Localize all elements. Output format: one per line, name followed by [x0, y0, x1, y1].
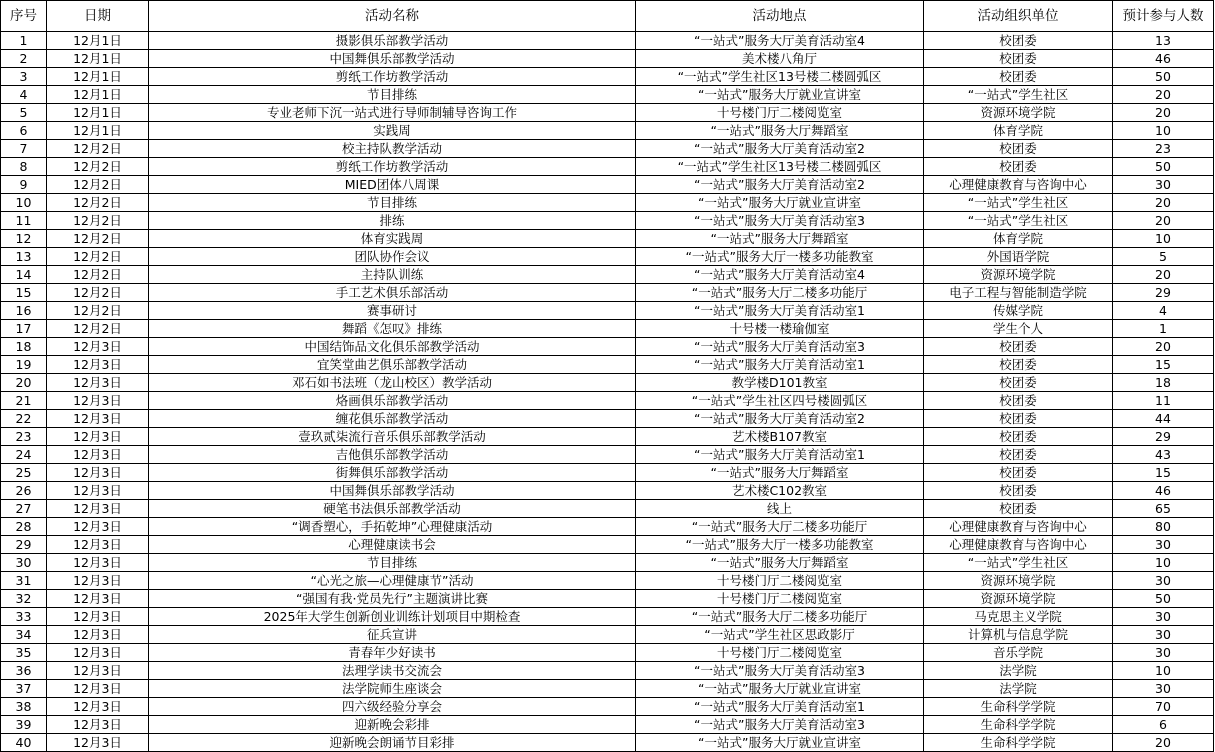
organizer-cell[interactable]: “一站式”学生社区	[924, 194, 1113, 212]
location-cell[interactable]: “一站式”服务大厅美育活动室1	[636, 446, 924, 464]
date-cell[interactable]: 12月3日	[47, 590, 149, 608]
date-cell[interactable]: 12月1日	[47, 50, 149, 68]
table-row	[1, 644, 1214, 662]
organizer-cell[interactable]: 校团委	[924, 392, 1113, 410]
date-cell[interactable]: 12月3日	[47, 698, 149, 716]
participants-cell[interactable]: 65	[1113, 500, 1214, 518]
organizer-cell[interactable]: 校团委	[924, 356, 1113, 374]
date-cell[interactable]: 12月3日	[47, 374, 149, 392]
participants-cell[interactable]: 15	[1113, 356, 1214, 374]
table-row	[1, 248, 1214, 266]
participants-cell[interactable]: 30	[1113, 644, 1214, 662]
location-cell[interactable]: “一站式”学生社区思政影厅	[636, 626, 924, 644]
table-row	[1, 716, 1214, 734]
organizer-cell[interactable]: 生命科学学院	[924, 734, 1113, 752]
activity-name-cell[interactable]: 烙画俱乐部教学活动	[149, 392, 636, 410]
activity-name-cell[interactable]: 舞蹈《怎叹》排练	[149, 320, 636, 338]
organizer-cell[interactable]: 法学院	[924, 680, 1113, 698]
index-cell[interactable]: 1	[1, 32, 47, 50]
table-row	[1, 284, 1214, 302]
participants-cell[interactable]: 20	[1113, 86, 1214, 104]
table-row	[1, 482, 1214, 500]
date-cell[interactable]: 12月3日	[47, 644, 149, 662]
table-row	[1, 626, 1214, 644]
location-cell[interactable]: “一站式”服务大厅美育活动室2	[636, 140, 924, 158]
index-cell[interactable]: 34	[1, 626, 47, 644]
participants-cell[interactable]: 20	[1113, 212, 1214, 230]
header-cell-index[interactable]: 序号	[1, 1, 47, 32]
activity-name-cell[interactable]: 摄影俱乐部教学活动	[149, 32, 636, 50]
participants-cell[interactable]: 13	[1113, 32, 1214, 50]
organizer-cell[interactable]: 校团委	[924, 338, 1113, 356]
table-row	[1, 230, 1214, 248]
activity-name-cell[interactable]: 青春年少好读书	[149, 644, 636, 662]
index-cell[interactable]: 12	[1, 230, 47, 248]
date-cell[interactable]: 12月3日	[47, 572, 149, 590]
participants-cell[interactable]: 10	[1113, 230, 1214, 248]
index-cell[interactable]: 37	[1, 680, 47, 698]
organizer-cell[interactable]: 校团委	[924, 500, 1113, 518]
activity-name-cell[interactable]: 心理健康读书会	[149, 536, 636, 554]
table-row	[1, 572, 1214, 590]
table-row	[1, 734, 1214, 752]
activity-name-cell[interactable]: 专业老师下沉一站式进行导师制辅导咨询工作	[149, 104, 636, 122]
location-cell[interactable]: “一站式”服务大厅二楼多功能厅	[636, 608, 924, 626]
date-cell[interactable]: 12月3日	[47, 680, 149, 698]
location-cell[interactable]: “一站式”学生社区13号楼二楼圆弧区	[636, 68, 924, 86]
index-cell[interactable]: 33	[1, 608, 47, 626]
table-row	[1, 140, 1214, 158]
date-cell[interactable]: 12月2日	[47, 176, 149, 194]
table-row	[1, 302, 1214, 320]
index-cell[interactable]: 5	[1, 104, 47, 122]
organizer-cell[interactable]: 学生个人	[924, 320, 1113, 338]
table-row	[1, 446, 1214, 464]
date-cell[interactable]: 12月3日	[47, 410, 149, 428]
organizer-cell[interactable]: “一站式”学生社区	[924, 554, 1113, 572]
location-cell[interactable]: “一站式”服务大厅美育活动室3	[636, 716, 924, 734]
index-cell[interactable]: 23	[1, 428, 47, 446]
organizer-cell[interactable]: 马克思主义学院	[924, 608, 1113, 626]
table-row	[1, 320, 1214, 338]
participants-cell[interactable]: 18	[1113, 374, 1214, 392]
location-cell[interactable]: “一站式”服务大厅舞蹈室	[636, 554, 924, 572]
organizer-cell[interactable]: 校团委	[924, 410, 1113, 428]
date-cell[interactable]: 12月2日	[47, 212, 149, 230]
activity-name-cell[interactable]: 体育实践周	[149, 230, 636, 248]
organizer-cell[interactable]: 校团委	[924, 140, 1113, 158]
table-row	[1, 212, 1214, 230]
participants-cell[interactable]: 30	[1113, 176, 1214, 194]
date-cell[interactable]: 12月3日	[47, 716, 149, 734]
header-cell-date[interactable]: 日期	[47, 1, 149, 32]
date-cell[interactable]: 12月1日	[47, 32, 149, 50]
activity-name-cell[interactable]: 赛事研讨	[149, 302, 636, 320]
organizer-cell[interactable]: 电子工程与智能制造学院	[924, 284, 1113, 302]
organizer-cell[interactable]: 校团委	[924, 68, 1113, 86]
date-cell[interactable]: 12月3日	[47, 338, 149, 356]
participants-cell[interactable]: 20	[1113, 734, 1214, 752]
date-cell[interactable]: 12月2日	[47, 194, 149, 212]
organizer-cell[interactable]: 校团委	[924, 374, 1113, 392]
index-cell[interactable]: 35	[1, 644, 47, 662]
organizer-cell[interactable]: 校团委	[924, 482, 1113, 500]
date-cell[interactable]: 12月2日	[47, 230, 149, 248]
location-cell[interactable]: “一站式”服务大厅美育活动室4	[636, 266, 924, 284]
location-cell[interactable]: “一站式”服务大厅美育活动室3	[636, 338, 924, 356]
index-cell[interactable]: 22	[1, 410, 47, 428]
index-cell[interactable]: 16	[1, 302, 47, 320]
participants-cell[interactable]: 10	[1113, 662, 1214, 680]
location-cell[interactable]: “一站式”服务大厅二楼多功能厅	[636, 284, 924, 302]
header-row	[1, 1, 1214, 32]
organizer-cell[interactable]: “一站式”学生社区	[924, 212, 1113, 230]
date-cell[interactable]: 12月2日	[47, 140, 149, 158]
index-cell[interactable]: 3	[1, 68, 47, 86]
location-cell[interactable]: 十号楼门厅二楼阅览室	[636, 572, 924, 590]
index-cell[interactable]: 17	[1, 320, 47, 338]
organizer-cell[interactable]: 心理健康教育与咨询中心	[924, 518, 1113, 536]
activity-name-cell[interactable]: 中国舞俱乐部教学活动	[149, 50, 636, 68]
location-cell[interactable]: “一站式”学生社区13号楼二楼圆弧区	[636, 158, 924, 176]
location-cell[interactable]: 十号楼门厅二楼阅览室	[636, 104, 924, 122]
index-cell[interactable]: 26	[1, 482, 47, 500]
date-cell[interactable]: 12月2日	[47, 248, 149, 266]
organizer-cell[interactable]: 资源环境学院	[924, 572, 1113, 590]
location-cell[interactable]: “一站式”服务大厅舞蹈室	[636, 230, 924, 248]
organizer-cell[interactable]: 传媒学院	[924, 302, 1113, 320]
table-row	[1, 590, 1214, 608]
location-cell[interactable]: “一站式”服务大厅美育活动室2	[636, 176, 924, 194]
table-row	[1, 356, 1214, 374]
date-cell[interactable]: 12月3日	[47, 464, 149, 482]
activity-name-cell[interactable]: 实践周	[149, 122, 636, 140]
date-cell[interactable]: 12月2日	[47, 158, 149, 176]
date-cell[interactable]: 12月3日	[47, 626, 149, 644]
location-cell[interactable]: “一站式”服务大厅二楼多功能厅	[636, 518, 924, 536]
activity-name-cell[interactable]: 硬笔书法俱乐部教学活动	[149, 500, 636, 518]
index-cell[interactable]: 36	[1, 662, 47, 680]
table-row	[1, 536, 1214, 554]
table-row	[1, 662, 1214, 680]
location-cell[interactable]: “一站式”服务大厅一楼多功能教室	[636, 536, 924, 554]
participants-cell[interactable]: 80	[1113, 518, 1214, 536]
participants-cell[interactable]: 10	[1113, 122, 1214, 140]
activity-name-cell[interactable]: 吉他俱乐部教学活动	[149, 446, 636, 464]
index-cell[interactable]: 29	[1, 536, 47, 554]
header-cell-activity-name[interactable]: 活动名称	[149, 1, 636, 32]
participants-cell[interactable]: 15	[1113, 464, 1214, 482]
organizer-cell[interactable]: “一站式”学生社区	[924, 86, 1113, 104]
organizer-cell[interactable]: 法学院	[924, 662, 1113, 680]
activity-name-cell[interactable]: 主持队训练	[149, 266, 636, 284]
participants-cell[interactable]: 1	[1113, 320, 1214, 338]
location-cell[interactable]: “一站式”服务大厅美育活动室3	[636, 212, 924, 230]
participants-cell[interactable]: 70	[1113, 698, 1214, 716]
date-cell[interactable]: 12月3日	[47, 446, 149, 464]
date-cell[interactable]: 12月3日	[47, 482, 149, 500]
activity-name-cell[interactable]: 剪纸工作坊教学活动	[149, 158, 636, 176]
location-cell[interactable]: 十号楼一楼瑜伽室	[636, 320, 924, 338]
organizer-cell[interactable]: 生命科学学院	[924, 716, 1113, 734]
activity-name-cell[interactable]: 团队协作会议	[149, 248, 636, 266]
organizer-cell[interactable]: 外国语学院	[924, 248, 1113, 266]
participants-cell[interactable]: 10	[1113, 554, 1214, 572]
participants-cell[interactable]: 30	[1113, 626, 1214, 644]
organizer-cell[interactable]: 心理健康教育与咨询中心	[924, 536, 1113, 554]
index-cell[interactable]: 39	[1, 716, 47, 734]
organizer-cell[interactable]: 校团委	[924, 50, 1113, 68]
activity-name-cell[interactable]: 2025年大学生创新创业训练计划项目中期检查	[149, 608, 636, 626]
activity-name-cell[interactable]: 街舞俱乐部教学活动	[149, 464, 636, 482]
activity-name-cell[interactable]: 排练	[149, 212, 636, 230]
index-cell[interactable]: 30	[1, 554, 47, 572]
date-cell[interactable]: 12月2日	[47, 266, 149, 284]
participants-cell[interactable]: 30	[1113, 680, 1214, 698]
organizer-cell[interactable]: 体育学院	[924, 230, 1113, 248]
index-cell[interactable]: 7	[1, 140, 47, 158]
table-row	[1, 194, 1214, 212]
participants-cell[interactable]: 29	[1113, 428, 1214, 446]
date-cell[interactable]: 12月2日	[47, 302, 149, 320]
table-row	[1, 50, 1214, 68]
index-cell[interactable]: 31	[1, 572, 47, 590]
location-cell[interactable]: 十号楼门厅二楼阅览室	[636, 644, 924, 662]
location-cell[interactable]: “一站式”服务大厅就业宣讲室	[636, 734, 924, 752]
activity-name-cell[interactable]: 节目排练	[149, 554, 636, 572]
date-cell[interactable]: 12月3日	[47, 518, 149, 536]
table-row	[1, 104, 1214, 122]
organizer-cell[interactable]: 资源环境学院	[924, 590, 1113, 608]
activity-name-cell[interactable]: 征兵宣讲	[149, 626, 636, 644]
location-cell[interactable]: “一站式”服务大厅美育活动室1	[636, 698, 924, 716]
participants-cell[interactable]: 50	[1113, 68, 1214, 86]
activity-name-cell[interactable]: MIED团体八周课	[149, 176, 636, 194]
activity-name-cell[interactable]: 校主持队教学活动	[149, 140, 636, 158]
activity-name-cell[interactable]: 迎新晚会彩排	[149, 716, 636, 734]
table-row	[1, 176, 1214, 194]
organizer-cell[interactable]: 校团委	[924, 32, 1113, 50]
activity-name-cell[interactable]: 中国舞俱乐部教学活动	[149, 482, 636, 500]
location-cell[interactable]: “一站式”服务大厅就业宣讲室	[636, 86, 924, 104]
participants-cell[interactable]: 5	[1113, 248, 1214, 266]
organizer-cell[interactable]: 校团委	[924, 446, 1113, 464]
table-row	[1, 338, 1214, 356]
participants-cell[interactable]: 23	[1113, 140, 1214, 158]
participants-cell[interactable]: 50	[1113, 158, 1214, 176]
organizer-cell[interactable]: 生命科学学院	[924, 698, 1113, 716]
participants-cell[interactable]: 46	[1113, 50, 1214, 68]
activity-name-cell[interactable]: 法学院师生座谈会	[149, 680, 636, 698]
table-row	[1, 518, 1214, 536]
date-cell[interactable]: 12月2日	[47, 320, 149, 338]
location-cell[interactable]: 美术楼八角厅	[636, 50, 924, 68]
table-row	[1, 86, 1214, 104]
location-cell[interactable]: “一站式”服务大厅美育活动室1	[636, 302, 924, 320]
organizer-cell[interactable]: 资源环境学院	[924, 104, 1113, 122]
index-cell[interactable]: 24	[1, 446, 47, 464]
location-cell[interactable]: “一站式”服务大厅舞蹈室	[636, 122, 924, 140]
index-cell[interactable]: 20	[1, 374, 47, 392]
activity-name-cell[interactable]: 宜笑堂曲艺俱乐部教学活动	[149, 356, 636, 374]
organizer-cell[interactable]: 音乐学院	[924, 644, 1113, 662]
activity-name-cell[interactable]: 手工艺术俱乐部活动	[149, 284, 636, 302]
header-cell-participants[interactable]: 预计参与人数	[1113, 1, 1214, 32]
index-cell[interactable]: 25	[1, 464, 47, 482]
table-row	[1, 122, 1214, 140]
table-row	[1, 392, 1214, 410]
participants-cell[interactable]: 20	[1113, 338, 1214, 356]
date-cell[interactable]: 12月1日	[47, 86, 149, 104]
table-row	[1, 68, 1214, 86]
header-cell-organizer[interactable]: 活动组织单位	[924, 1, 1113, 32]
index-cell[interactable]: 6	[1, 122, 47, 140]
organizer-cell[interactable]: 校团委	[924, 464, 1113, 482]
location-cell[interactable]: 艺术楼B107教室	[636, 428, 924, 446]
activity-name-cell[interactable]: 四六级经验分享会	[149, 698, 636, 716]
index-cell[interactable]: 38	[1, 698, 47, 716]
date-cell[interactable]: 12月1日	[47, 68, 149, 86]
participants-cell[interactable]: 20	[1113, 194, 1214, 212]
activity-name-cell[interactable]: 节目排练	[149, 194, 636, 212]
location-cell[interactable]: 线上	[636, 500, 924, 518]
participants-cell[interactable]: 20	[1113, 104, 1214, 122]
location-cell[interactable]: “一站式”服务大厅一楼多功能教室	[636, 248, 924, 266]
index-cell[interactable]: 21	[1, 392, 47, 410]
date-cell[interactable]: 12月3日	[47, 428, 149, 446]
activity-name-cell[interactable]: 剪纸工作坊教学活动	[149, 68, 636, 86]
location-cell[interactable]: 十号楼门厅二楼阅览室	[636, 590, 924, 608]
header-cell-location[interactable]: 活动地点	[636, 1, 924, 32]
index-cell[interactable]: 2	[1, 50, 47, 68]
organizer-cell[interactable]: 体育学院	[924, 122, 1113, 140]
date-cell[interactable]: 12月3日	[47, 500, 149, 518]
table-row	[1, 698, 1214, 716]
activity-name-cell[interactable]: 壹玖贰柒流行音乐俱乐部教学活动	[149, 428, 636, 446]
index-cell[interactable]: 27	[1, 500, 47, 518]
participants-cell[interactable]: 6	[1113, 716, 1214, 734]
location-cell[interactable]: 教学楼D101教室	[636, 374, 924, 392]
date-cell[interactable]: 12月3日	[47, 392, 149, 410]
table-row	[1, 464, 1214, 482]
date-cell[interactable]: 12月3日	[47, 356, 149, 374]
activity-name-cell[interactable]: 缠花俱乐部教学活动	[149, 410, 636, 428]
organizer-cell[interactable]: 计算机与信息学院	[924, 626, 1113, 644]
date-cell[interactable]: 12月1日	[47, 122, 149, 140]
table-row	[1, 554, 1214, 572]
date-cell[interactable]: 12月2日	[47, 284, 149, 302]
organizer-cell[interactable]: 校团委	[924, 158, 1113, 176]
index-cell[interactable]: 14	[1, 266, 47, 284]
index-cell[interactable]: 15	[1, 284, 47, 302]
activity-name-cell[interactable]: “强国有我·党员先行”主题演讲比赛	[149, 590, 636, 608]
participants-cell[interactable]: 11	[1113, 392, 1214, 410]
activity-name-cell[interactable]: 迎新晚会朗诵节目彩排	[149, 734, 636, 752]
location-cell[interactable]: “一站式”服务大厅美育活动室4	[636, 32, 924, 50]
date-cell[interactable]: 12月3日	[47, 608, 149, 626]
location-cell[interactable]: “一站式”服务大厅舞蹈室	[636, 464, 924, 482]
table-row	[1, 500, 1214, 518]
participants-cell[interactable]: 44	[1113, 410, 1214, 428]
participants-cell[interactable]: 30	[1113, 608, 1214, 626]
table-row	[1, 680, 1214, 698]
index-cell[interactable]: 4	[1, 86, 47, 104]
participants-cell[interactable]: 46	[1113, 482, 1214, 500]
date-cell[interactable]: 12月3日	[47, 734, 149, 752]
location-cell[interactable]: “一站式”服务大厅就业宣讲室	[636, 194, 924, 212]
date-cell[interactable]: 12月3日	[47, 536, 149, 554]
table-row	[1, 374, 1214, 392]
table-row	[1, 158, 1214, 176]
index-cell[interactable]: 11	[1, 212, 47, 230]
index-cell[interactable]: 13	[1, 248, 47, 266]
participants-cell[interactable]: 4	[1113, 302, 1214, 320]
location-cell[interactable]: 艺术楼C102教室	[636, 482, 924, 500]
index-cell[interactable]: 19	[1, 356, 47, 374]
organizer-cell[interactable]: 校团委	[924, 428, 1113, 446]
location-cell[interactable]: “一站式”服务大厅美育活动室1	[636, 356, 924, 374]
date-cell[interactable]: 12月1日	[47, 104, 149, 122]
table-row	[1, 266, 1214, 284]
index-cell[interactable]: 10	[1, 194, 47, 212]
index-cell[interactable]: 28	[1, 518, 47, 536]
index-cell[interactable]: 8	[1, 158, 47, 176]
participants-cell[interactable]: 30	[1113, 536, 1214, 554]
participants-cell[interactable]: 30	[1113, 572, 1214, 590]
date-cell[interactable]: 12月3日	[47, 554, 149, 572]
table-row	[1, 428, 1214, 446]
activity-name-cell[interactable]: “调香塑心，手拓乾坤”心理健康活动	[149, 518, 636, 536]
location-cell[interactable]: “一站式”服务大厅美育活动室2	[636, 410, 924, 428]
participants-cell[interactable]: 29	[1113, 284, 1214, 302]
table-row	[1, 32, 1214, 50]
date-cell[interactable]: 12月3日	[47, 662, 149, 680]
activity-name-cell[interactable]: “心光之旅—心理健康节”活动	[149, 572, 636, 590]
table-row	[1, 608, 1214, 626]
activity-name-cell[interactable]: 法理学读书交流会	[149, 662, 636, 680]
activity-name-cell[interactable]: 邓石如书法班（龙山校区）教学活动	[149, 374, 636, 392]
location-cell[interactable]: “一站式”服务大厅就业宣讲室	[636, 680, 924, 698]
index-cell[interactable]: 40	[1, 734, 47, 752]
participants-cell[interactable]: 20	[1113, 266, 1214, 284]
index-cell[interactable]: 32	[1, 590, 47, 608]
activity-name-cell[interactable]: 中国结饰品文化俱乐部教学活动	[149, 338, 636, 356]
organizer-cell[interactable]: 资源环境学院	[924, 266, 1113, 284]
activity-name-cell[interactable]: 节目排练	[149, 86, 636, 104]
location-cell[interactable]: “一站式”学生社区四号楼圆弧区	[636, 392, 924, 410]
table-row	[1, 410, 1214, 428]
location-cell[interactable]: “一站式”服务大厅美育活动室3	[636, 662, 924, 680]
participants-cell[interactable]: 50	[1113, 590, 1214, 608]
index-cell[interactable]: 9	[1, 176, 47, 194]
index-cell[interactable]: 18	[1, 338, 47, 356]
participants-cell[interactable]: 43	[1113, 446, 1214, 464]
organizer-cell[interactable]: 心理健康教育与咨询中心	[924, 176, 1113, 194]
